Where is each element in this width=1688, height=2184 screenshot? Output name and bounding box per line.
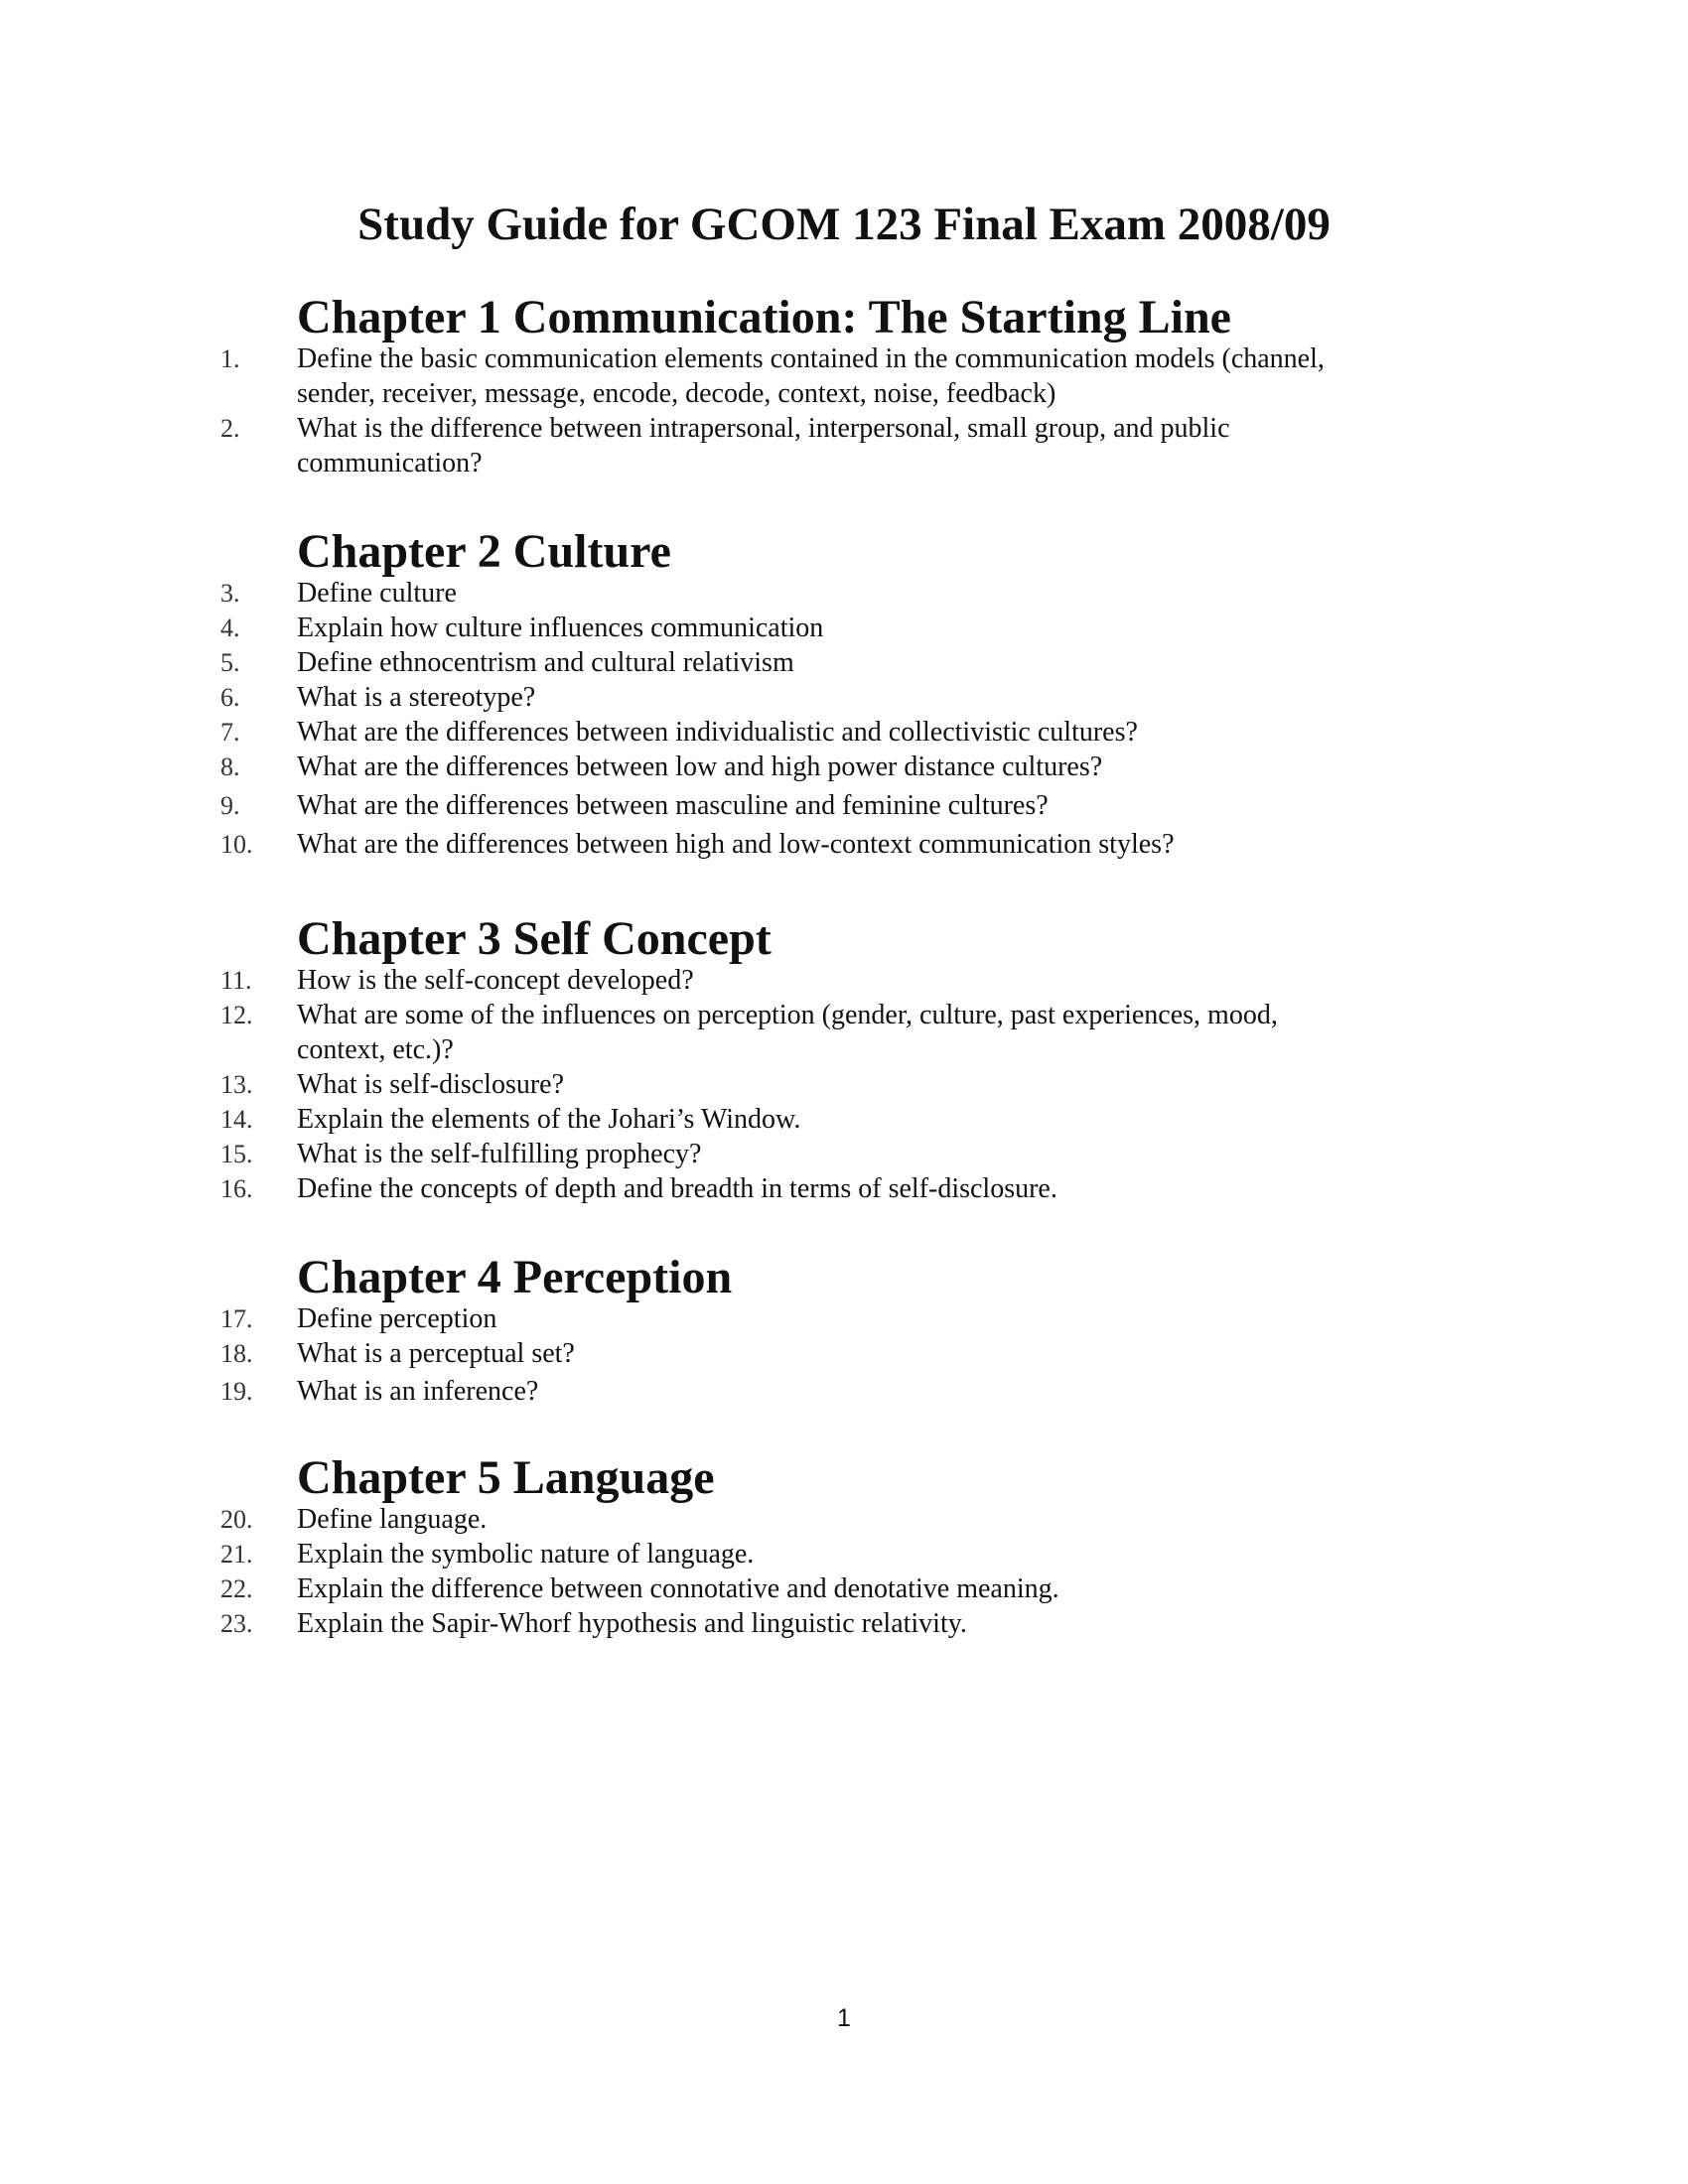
question-text: How is the self-concept developed? [297, 965, 694, 996]
question-text: What are the differences between high and low-context communication styles? [297, 829, 1175, 860]
question-item [0, 1301, 1688, 1336]
question-item [0, 1571, 1688, 1606]
question-item [0, 788, 1688, 823]
question-number: 21. [220, 1540, 253, 1569]
question-list [0, 1502, 1688, 1641]
question-item [0, 827, 1688, 862]
question-item [0, 1502, 1688, 1537]
question-item [0, 680, 1688, 715]
question-item [0, 645, 1688, 680]
question-item [0, 1171, 1688, 1206]
question-number: 3. [220, 579, 240, 608]
question-number: 22. [220, 1574, 253, 1603]
question-number: 2. [220, 414, 240, 443]
question-number: 5. [220, 648, 240, 677]
question-number: 9. [220, 791, 240, 820]
question-number: 12. [220, 1001, 253, 1029]
question-text: Explain how culture influences communication [297, 613, 824, 643]
question-item [0, 1137, 1688, 1171]
question-text: What are the differences between individualistic and collectivistic cultures? [297, 717, 1138, 748]
question-number: 7. [220, 718, 240, 747]
question-number: 4. [220, 614, 240, 642]
question-text: Explain the symbolic nature of language. [297, 1539, 755, 1570]
question-number: 23. [220, 1609, 253, 1638]
question-item [0, 1537, 1688, 1571]
question-list [0, 963, 1688, 1206]
question-number: 15. [220, 1140, 253, 1168]
question-text: What are the differences between low and high power distance cultures? [297, 751, 1103, 782]
question-text: What are some of the influences on perception (gender, culture, past experiences, mood, context, etc.)? [297, 1000, 1278, 1065]
question-list [0, 1301, 1688, 1409]
question-text: What is the difference between intrapersonal, interpersonal, small group, and public communication? [297, 413, 1230, 478]
question-text: Define language. [297, 1504, 488, 1535]
question-item [0, 1606, 1688, 1641]
question-number: 18. [220, 1339, 253, 1368]
chapter-heading: Chapter 5 Language [297, 1451, 715, 1504]
page-number: 1 [837, 2004, 851, 2032]
chapter-heading: Chapter 1 Communication: The Starting Line [297, 291, 1231, 343]
question-number: 13. [220, 1070, 253, 1099]
question-text: What are the differences between masculine and feminine cultures? [297, 790, 1049, 821]
question-number: 20. [220, 1505, 253, 1534]
question-item [0, 1336, 1688, 1371]
question-item [0, 611, 1688, 645]
question-text: What is a stereotype? [297, 682, 536, 713]
question-item [0, 341, 1688, 411]
chapter-heading: Chapter 2 Culture [297, 525, 671, 578]
question-text: Define ethnocentrism and cultural relativism [297, 647, 794, 678]
question-list [0, 341, 1688, 480]
question-list [0, 576, 1688, 862]
question-item [0, 1067, 1688, 1102]
question-item [0, 998, 1688, 1067]
question-number: 19. [220, 1377, 253, 1406]
question-number: 6. [220, 683, 240, 712]
chapter-heading: Chapter 3 Self Concept [297, 912, 772, 965]
question-number: 17. [220, 1304, 253, 1333]
question-number: 14. [220, 1105, 253, 1134]
question-text: What is the self-fulfilling prophecy? [297, 1139, 702, 1169]
question-number: 10. [220, 830, 253, 859]
question-text: Define perception [297, 1303, 497, 1334]
question-text: Explain the elements of the Johari’s Window. [297, 1104, 801, 1135]
question-item [0, 963, 1688, 998]
question-item [0, 715, 1688, 750]
question-number: 1. [220, 344, 240, 373]
question-item [0, 1374, 1688, 1409]
question-text: What is an inference? [297, 1376, 539, 1407]
question-text: Define the basic communication elements contained in the communication models (channel, sender, receiver, message, encode, decode, context, noise, feedback) [297, 343, 1325, 409]
question-text: Explain the difference between connotative and denotative meaning. [297, 1573, 1059, 1604]
question-item [0, 750, 1688, 784]
question-number: 16. [220, 1174, 253, 1203]
question-item [0, 411, 1688, 480]
question-item [0, 1102, 1688, 1137]
question-item [0, 576, 1688, 611]
document-title: Study Guide for GCOM 123 Final Exam 2008/09 [357, 199, 1331, 250]
question-text: What is a perceptual set? [297, 1338, 575, 1369]
question-number: 11. [220, 966, 252, 995]
question-text: Explain the Sapir-Whorf hypothesis and linguistic relativity. [297, 1608, 967, 1639]
question-text: Define culture [297, 578, 457, 609]
question-text: Define the concepts of depth and breadth in terms of self-disclosure. [297, 1173, 1057, 1204]
chapter-heading: Chapter 4 Perception [297, 1251, 733, 1303]
question-text: What is self-disclosure? [297, 1069, 565, 1100]
question-number: 8. [220, 752, 240, 781]
